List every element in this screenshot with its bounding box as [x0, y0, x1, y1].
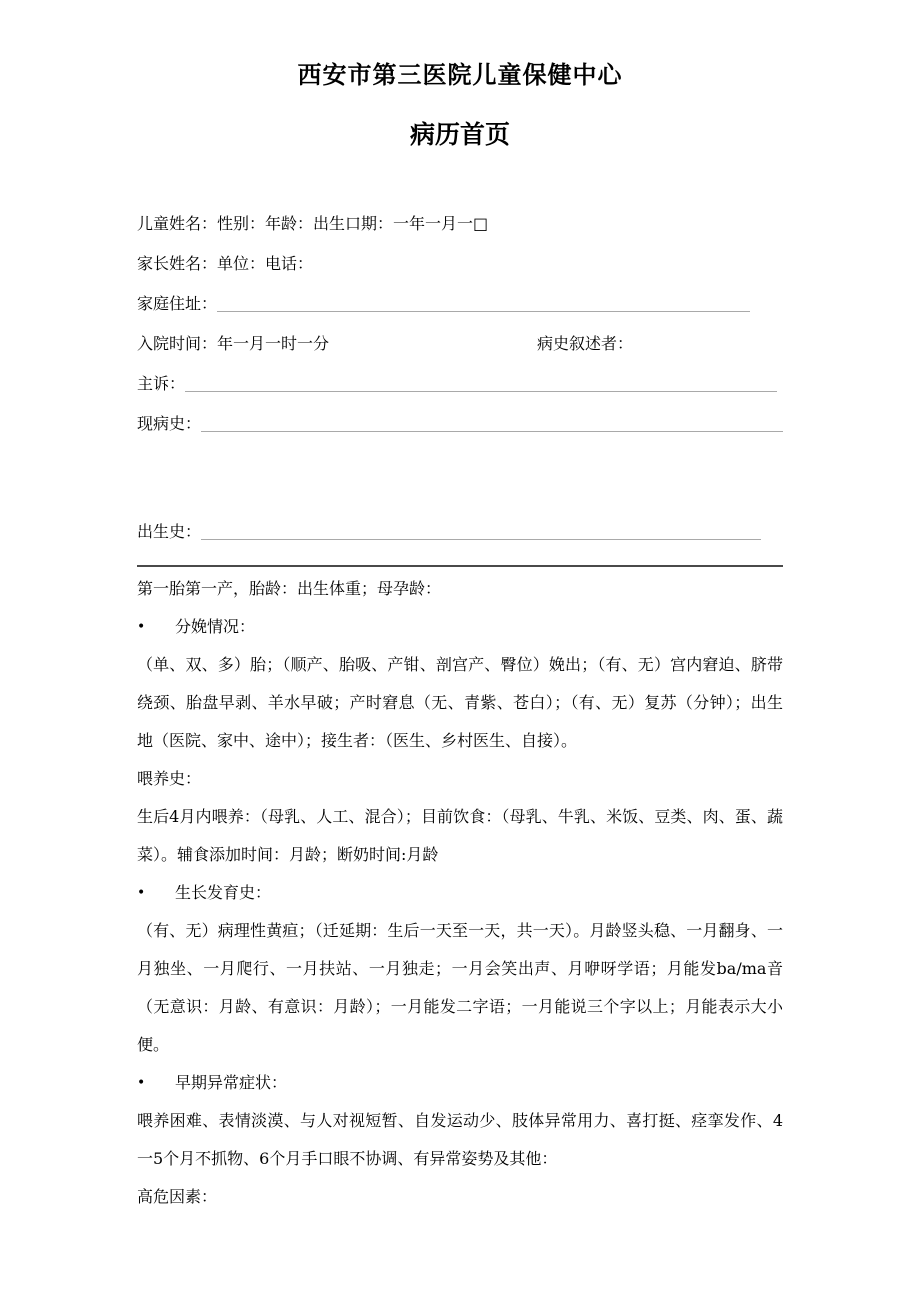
birth-history-label: 出生史： [137, 521, 202, 541]
development-heading: 生长发育史： [175, 883, 272, 902]
early-symptoms-heading-line [137, 1064, 783, 1102]
history-narrator-label: 病史叙述者： [537, 333, 634, 353]
chief-complaint-line [137, 362, 783, 402]
delivery-heading: 分娩情况： [175, 617, 256, 636]
development-details: （有、无）病理性黄疸；（迁延期：生后一天至一天，共一天）。月龄竖头稳、一月翻身、一月独坐、一月爬行、一月扶站、一月独走；一月会笑出声、月咿呀学语；月能发ba/ma音（无意识：月龄、有意识：月龄）；一月能发二字语；一月能说三个字以上；月能表示大小便。 [137, 921, 783, 1054]
high-risk-label: 高危因素： [137, 1187, 218, 1206]
child-info-labels: 儿童姓名：性别：年龄：出生口期：一年一月一□ [137, 213, 489, 233]
present-illness-label: 现病史： [137, 413, 202, 433]
birth-history-blank[interactable] [201, 539, 761, 540]
early-symptoms-heading: 早期异常症状： [175, 1073, 288, 1092]
hospital-title: 西安市第三医院儿童保健中心 [297, 60, 623, 89]
admission-time-label: 入院时间：年一月一时一分 [137, 333, 330, 353]
parent-info-line [137, 242, 783, 282]
page-title: 病历首页 [409, 120, 510, 149]
history-details-section [137, 570, 783, 1216]
present-illness-blank[interactable] [201, 431, 783, 432]
bullet-icon: • [137, 1075, 146, 1091]
section-divider [137, 565, 783, 567]
patient-info-form [137, 202, 783, 550]
delivery-heading-line [137, 608, 783, 646]
child-info-line [137, 202, 783, 242]
gestation-summary-line: 第一胎第一产，胎龄：出生体重；母孕龄： [137, 579, 442, 598]
early-symptoms-details: 喂养困难、表情淡漠、与人对视短暂、自发运动少、肢体异常用力、喜打挺、痉挛发作、4一5个月不抓物、6个月手口眼不协调、有异常姿势及其他： [137, 1111, 783, 1168]
bullet-icon: • [137, 619, 146, 635]
home-address-blank[interactable] [217, 311, 750, 312]
home-address-line [137, 282, 783, 322]
feeding-details: 生后4月内喂养：（母乳、人工、混合）；目前饮食：（母乳、牛乳、米饭、豆类、肉、蛋、蔬菜）。辅食添加时间：月龄；断奶时间:月龄 [137, 807, 783, 864]
birth-history-line [137, 510, 783, 550]
delivery-details: （单、双、多）胎；（顺产、胎吸、产钳、剖宫产、臀位）娩出；（有、无）宫内窘迫、脐带绕颈、胎盘早剥、羊水早破；产时窘息（无、青紫、苍白）；（有、无）复苏（分钟）；出生地（医院、家中、途中）；接生者：（医生、乡村医生、自接）。 [137, 655, 783, 750]
present-illness-line [137, 402, 783, 442]
bullet-icon: • [137, 885, 146, 901]
feeding-heading: 喂养史： [137, 769, 202, 788]
admission-time-line [137, 322, 783, 362]
chief-complaint-blank[interactable] [185, 391, 777, 392]
chief-complaint-label: 主诉： [137, 373, 186, 393]
development-heading-line [137, 874, 783, 912]
home-address-label: 家庭住址： [137, 293, 218, 313]
parent-info-labels: 家长姓名：单位：电话： [137, 253, 314, 273]
